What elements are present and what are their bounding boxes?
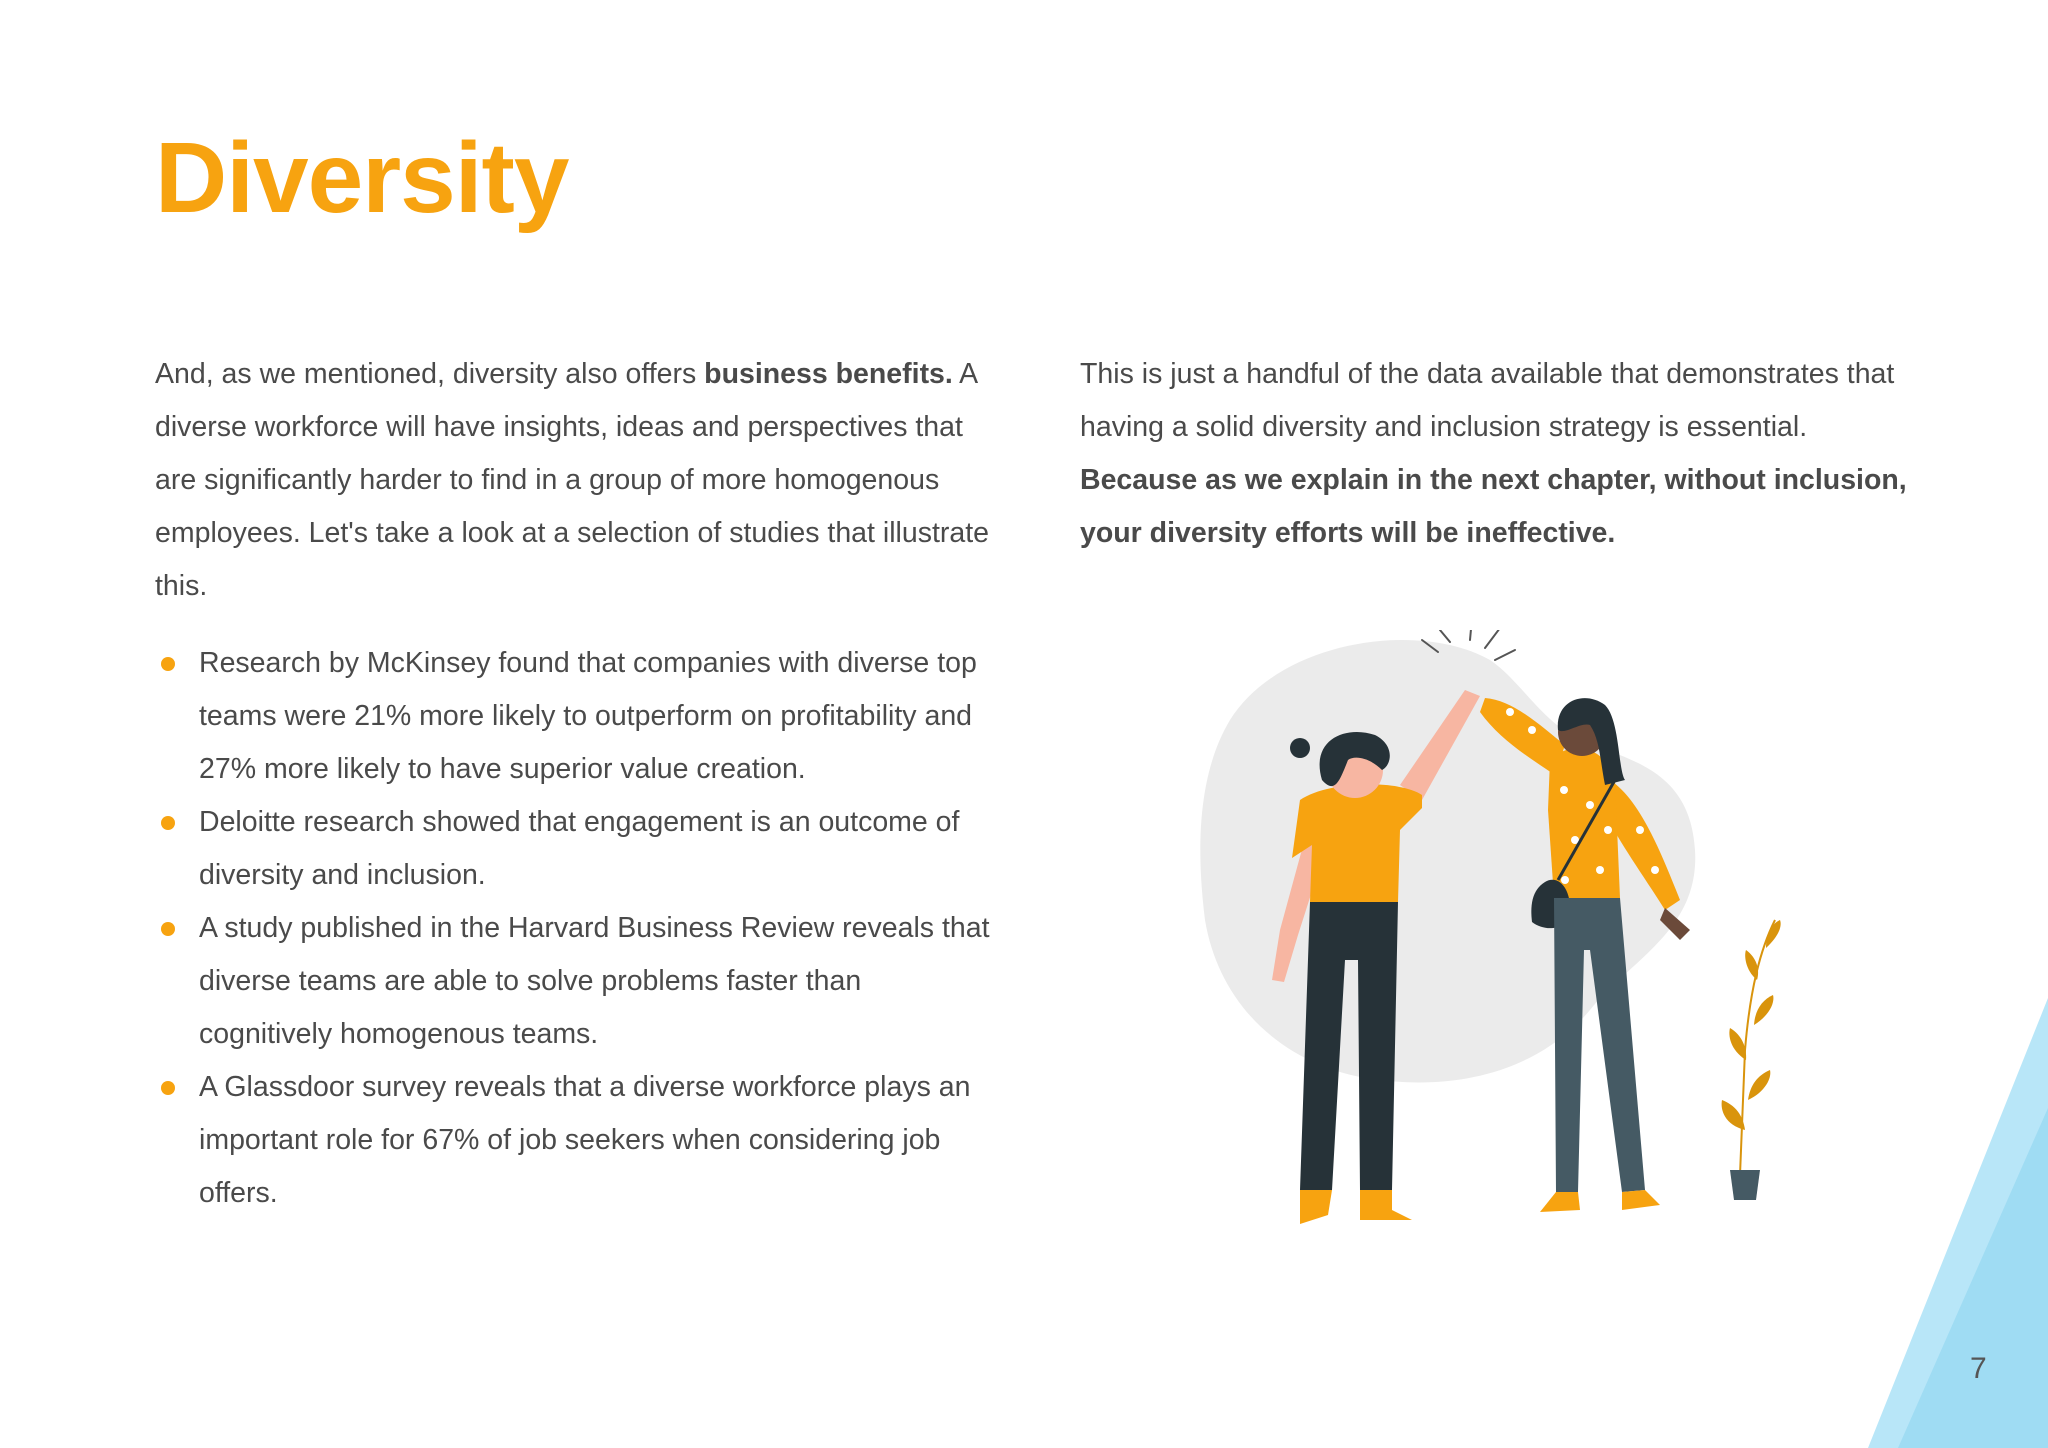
intro-bold-text: business benefits. (704, 358, 953, 390)
list-item-text: Deloitte research showed that engagement is an outcome of diversity and inclusion. (199, 806, 960, 891)
intro-paragraph (155, 348, 995, 613)
page-title: Diversity (155, 122, 569, 234)
list-item-text: A Glassdoor survey reveals that a diverse workforce plays an important role for 67% of job seekers when considering job offers. (199, 1071, 971, 1209)
corner-decoration-icon (1868, 988, 2048, 1448)
intro-text-start: And, as we mentioned, diversity also offers (155, 358, 705, 390)
conclusion-text: This is just a handful of the data available that demonstrates that having a solid diversity and inclusion strategy is essential. (1080, 358, 1895, 443)
intro-text-end: A diverse workforce will have insights, ideas and perspectives that are significantly harder to find in a group of more homogenous employees. Let's take a look at a selection of studies that illustrate this. (155, 358, 989, 602)
page-number: 7 (1970, 1352, 1987, 1385)
high-five-illustration-icon (1160, 630, 1810, 1230)
list-item (155, 1061, 995, 1220)
conclusion-bold-text: Because as we explain in the next chapter, without inclusion, your diversity efforts will be ineffective. (1080, 464, 1907, 549)
bullet-dot-icon (161, 816, 175, 830)
plant (1722, 920, 1781, 1200)
list-item (155, 796, 995, 902)
list-item-text: A study published in the Harvard Business Review reveals that diverse teams are able to solve problems faster than cognitively homogenous teams. (199, 912, 990, 1050)
bullet-dot-icon (161, 922, 175, 936)
list-item (155, 637, 995, 796)
bullet-dot-icon (161, 657, 175, 671)
conclusion-paragraph (1080, 348, 1920, 560)
studies-list (155, 637, 995, 1220)
bullet-dot-icon (161, 1081, 175, 1095)
list-item (155, 902, 995, 1061)
left-column (155, 348, 995, 1220)
list-item-text: Research by McKinsey found that companies with diverse top teams were 21% more likely to outperform on profitability and 27% more likely to have superior value creation. (199, 647, 977, 785)
right-column (1080, 348, 1920, 560)
